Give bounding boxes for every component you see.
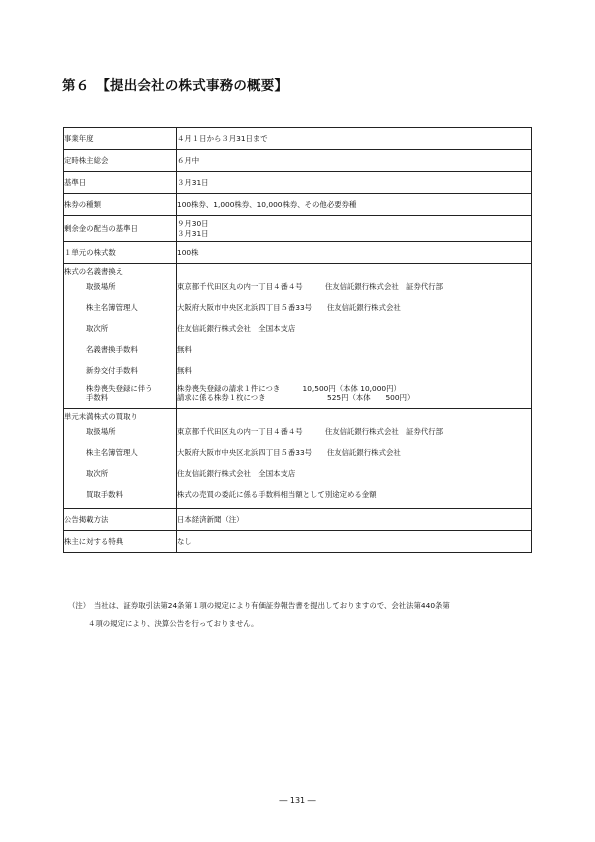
buyback-heading: 単元未満株式の買取り [64,412,138,421]
buyback-office-value: 東京都千代田区丸の内一丁目４番４号 住友信託銀行株式会社 証券代行部 [177,427,444,436]
table-row-buyback-block [64,409,532,509]
footnote-line-1: （注） 当社は、証券取引法第24条第１項の規定により有価証券報告書を提出しておりますので、会社法第440条第 [68,601,450,610]
transfer-heading: 株式の名義書換え [64,267,124,276]
new-cert-fee-label: 新券交付手数料 [86,366,138,375]
row-label-shareholder-benefit: 株主に対する特典 [64,531,177,553]
lost-cert-fee-value: 株券喪失登録の請求１件につき 10,500円（本体 10,000円） 請求に係る株券１枚につき 525円（本体 500円） [177,384,415,402]
table-row [64,150,532,172]
transfer-registrar-value: 大阪府大阪市中央区北浜四丁目５番33号 住友信託銀行株式会社 [177,303,401,312]
buyback-labels [64,409,177,509]
transfer-office-value: 東京都千代田区丸の内一丁目４番４号 住友信託銀行株式会社 証券代行部 [177,282,444,291]
row-label-public-notice: 公告掲載方法 [64,509,177,531]
row-value-agm: ６月中 [177,150,532,172]
transfer-values [177,264,532,409]
transfer-labels [64,264,177,409]
buyback-agent-label: 取次所 [86,469,109,478]
table-row [64,509,532,531]
table-row [64,242,532,264]
page-title: 第６ 【提出会社の株式事務の概要】 [62,78,289,94]
row-value-unit-shares: 100株 [177,242,532,264]
buyback-registrar-label: 株主名簿管理人 [86,448,138,457]
table-row [64,194,532,216]
transfer-registrar-label: 株主名簿管理人 [86,303,138,312]
buyback-values [177,409,532,509]
page-number: ― 131 ― [279,796,316,805]
dividend-record-date-1: ９月30日 [177,218,209,228]
row-label-dividend-record: 剰余金の配当の基準日 [64,216,177,242]
stock-affairs-table [63,127,532,553]
buyback-fee-value: 株式の売買の委託に係る手数料相当額として別途定める金額 [177,490,377,499]
transfer-fee-label: 名義書換手数料 [86,345,138,354]
transfer-fee-value: 無料 [177,345,192,354]
buyback-office-label: 取扱場所 [86,427,116,436]
row-label-fiscal-year: 事業年度 [64,128,177,150]
row-label-certificate-types: 株券の種類 [64,194,177,216]
row-value-record-date: ３月31日 [177,172,532,194]
dividend-record-date-2: ３月31日 [177,229,209,238]
table-row [64,172,532,194]
transfer-agent-value: 住友信託銀行株式会社 全国本支店 [177,324,296,333]
table-row [64,216,532,242]
row-value-certificate-types: 100株券、1,000株券、10,000株券、その他必要券種 [177,194,532,216]
row-label-agm: 定時株主総会 [64,150,177,172]
table-row [64,531,532,553]
row-value-public-notice: 日本経済新聞（注） [177,509,532,531]
row-value-dividend-record [177,216,532,242]
row-value-fiscal-year: ４月１日から３月31日まで [177,128,532,150]
row-value-shareholder-benefit: なし [177,531,532,553]
buyback-agent-value: 住友信託銀行株式会社 全国本支店 [177,469,296,478]
new-cert-fee-value: 無料 [177,366,192,375]
table-row-transfer-block [64,264,532,409]
row-label-unit-shares: １単元の株式数 [64,242,177,264]
table-row [64,128,532,150]
lost-cert-fee-label: 株券喪失登録に伴う 手数料 [86,384,153,402]
buyback-fee-label: 買取手数料 [86,490,123,499]
transfer-office-label: 取扱場所 [86,282,116,291]
row-label-record-date: 基準日 [64,172,177,194]
footnote-line-2: ４項の規定により、決算公告を行っておりません。 [88,619,259,628]
transfer-agent-label: 取次所 [86,324,109,333]
buyback-registrar-value: 大阪府大阪市中央区北浜四丁目５番33号 住友信託銀行株式会社 [177,448,401,457]
footnote [68,597,538,633]
